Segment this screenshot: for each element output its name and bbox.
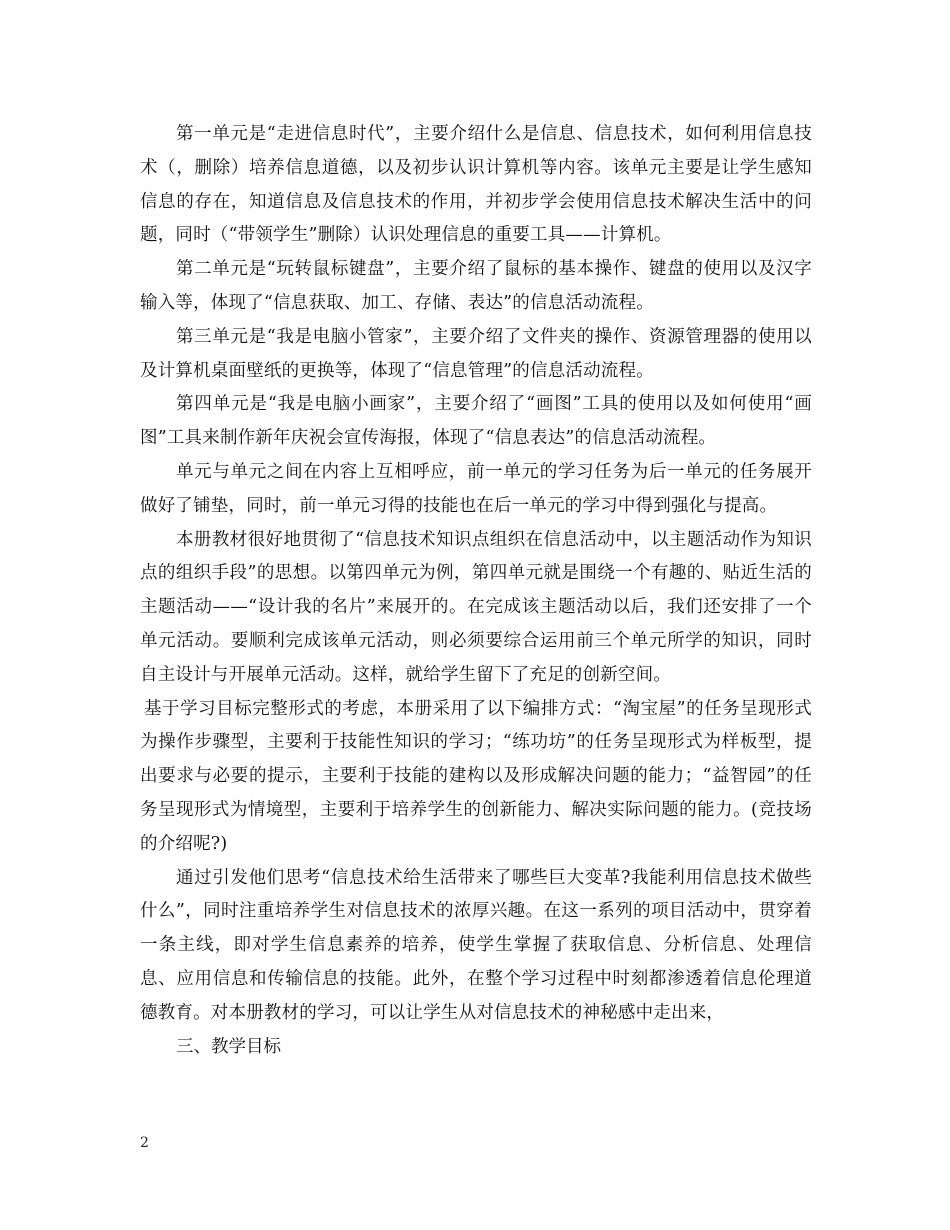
section-heading-teaching-goals: 三、教学目标 (176, 1036, 281, 1057)
paragraph-unit-four: 第四单元是“我是电脑小画家”，主要介绍了“画图”工具的使用以及如何使用“画图”工具来制作新年庆祝会宣传海报，体现了“信息表达”的信息活动流程。 (140, 394, 812, 449)
document-body (140, 118, 812, 1064)
paragraph-unit-relations: 单元与单元之间在内容上互相呼应，前一单元的学习任务为后一单元的任务展开做好了铺垫，同时，前一单元习得的技能也在后一单元的学习中得到强化与提高。 (140, 461, 812, 516)
paragraph-layout-methods: 基于学习目标完整形式的考虑，本册采用了以下编排方式：“淘宝屋”的任务呈现形式为操作步骤型，主要利于技能性知识的学习；“练功坊”的任务呈现形式为样板型，提出要求与必要的提示，主要利于技能的建构以及形成解决问题的能力；“益智园”的任务呈现形式为情境型，主要利于培养学生的创新能力、解决实际问题的能力。(竞技场的介绍呢?) (140, 698, 812, 854)
paragraph-unit-three: 第三单元是“我是电脑小管家”，主要介绍了文件夹的操作、资源管理器的使用以及计算机桌面壁纸的更换等，体现了“信息管理”的信息活动流程。 (140, 326, 812, 381)
paragraph-unit-two: 第二单元是“玩转鼠标键盘”，主要介绍了鼠标的基本操作、键盘的使用以及汉字输入等，体现了“信息获取、加工、存储、表达”的信息活动流程。 (140, 259, 812, 313)
paragraph-unit-one: 第一单元是“走进信息时代”，主要介绍什么是信息、信息技术，如何利用信息技术（，删除）培养信息道德，以及初步认识计算机等内容。该单元主要是让学生感知信息的存在，知道信息及信息技术的作用，并初步学会使用信息技术解决生活中的问题，同时（“带领学生”删除）认识处理信息的重要工具——计算机。 (140, 124, 812, 246)
page-number: 2 (140, 1135, 149, 1151)
paragraph-textbook-design: 本册教材很好地贯彻了“信息技术知识点组织在信息活动中，以主题活动作为知识点的组织手段”的思想。以第四单元为例，第四单元就是围绕一个有趣的、贴近生活的主题活动——“设计我的名片”来展开的。在完成该主题活动以后，我们还安排了一个单元活动。要顺利完成该单元活动，则必须要综合运用前三个单元所学的知识，同时自主设计与开展单元活动。这样，就给学生留下了充足的创新空间。 (140, 529, 812, 685)
paragraph-thinking-guidance: 通过引发他们思考“信息技术给生活带来了哪些巨大变革?我能利用信息技术做些什么”，同时注重培养学生对信息技术的浓厚兴趣。在这一系列的项目活动中，贯穿着一条主线，即对学生信息素养的培养，使学生掌握了获取信息、分析信息、处理信息、应用信息和传输信息的技能。此外，在整个学习过程中时刻都渗透着信息伦理道德教育。对本册教材的学习，可以让学生从对信息技术的神秘感中走出来， (140, 867, 812, 1023)
